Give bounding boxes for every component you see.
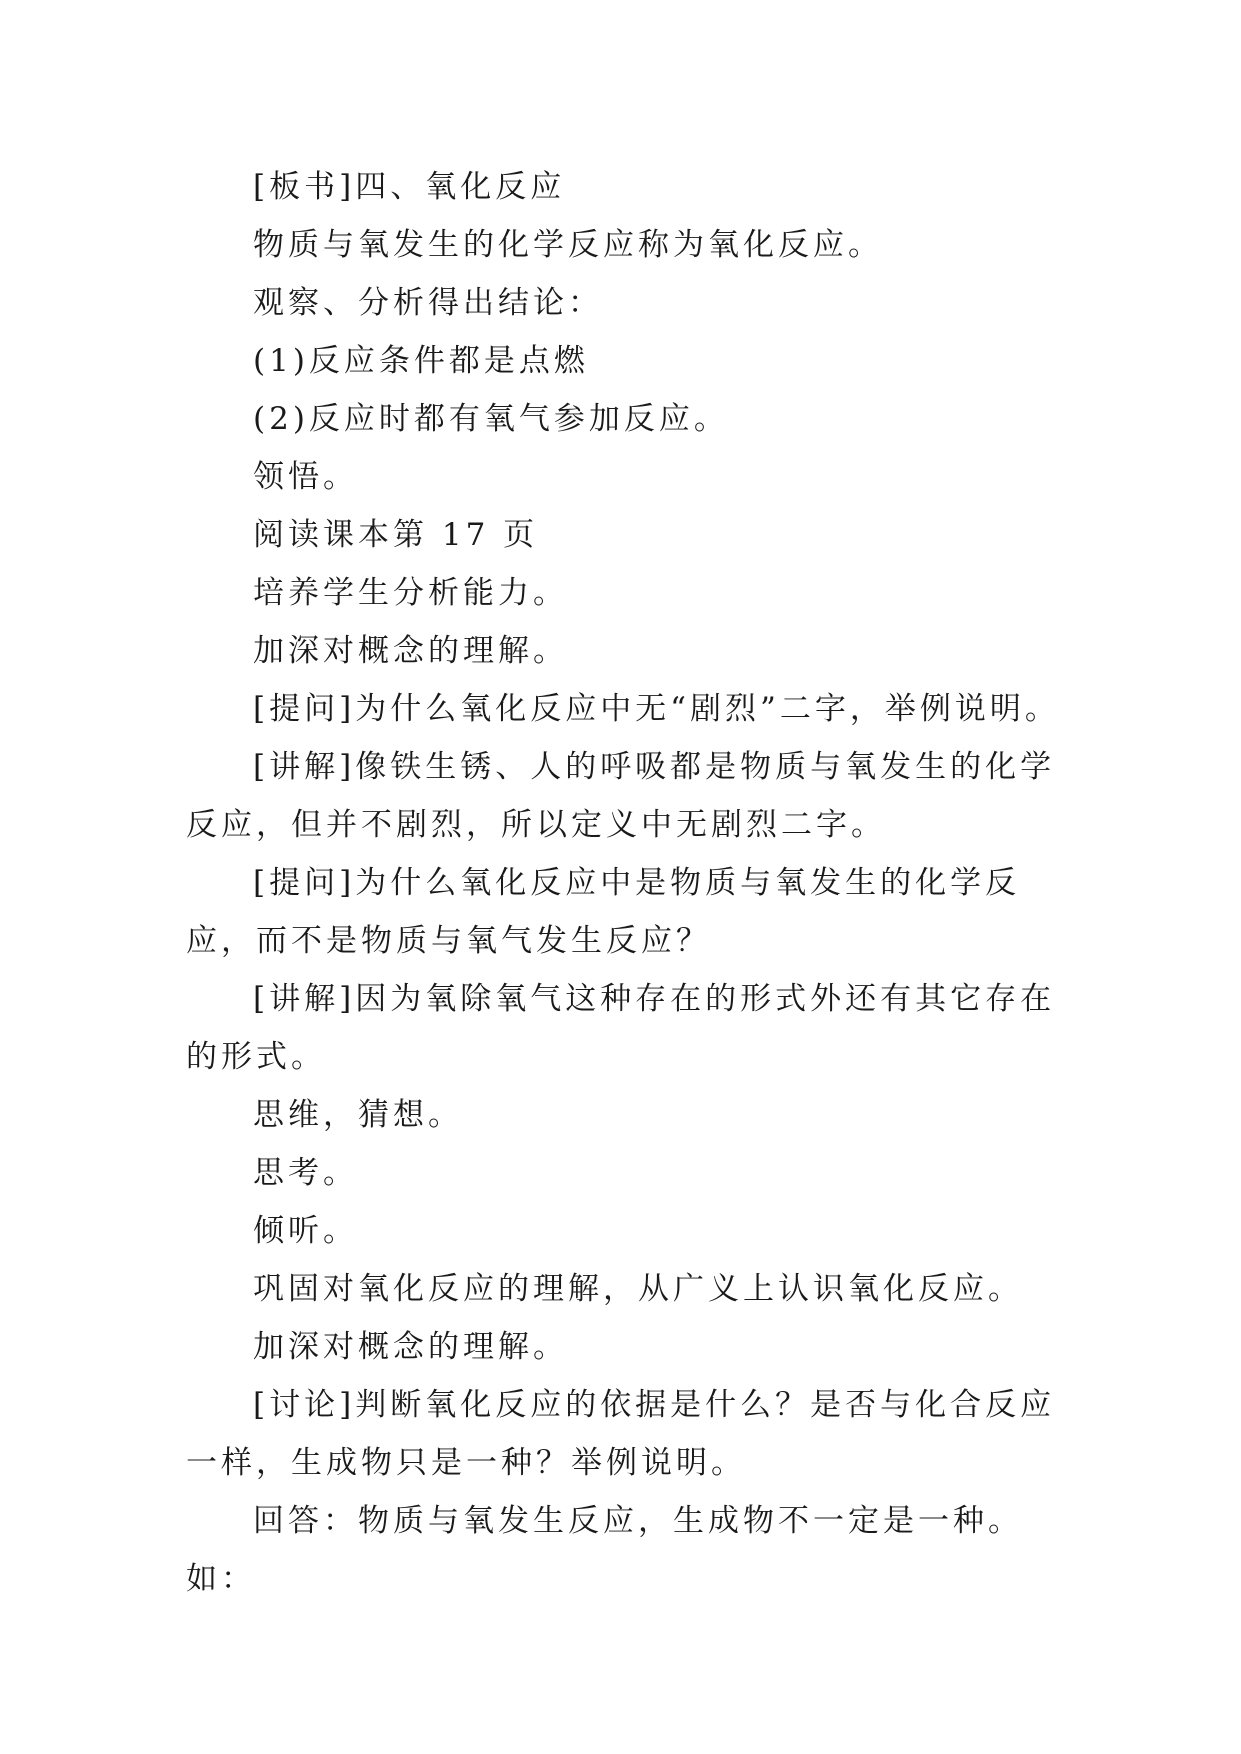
paragraph-explain-1: [讲解]像铁生锈、人的呼吸都是物质与氧发生的化学反应，但并不剧烈，所以定义中无剧烈二字。: [186, 749, 1056, 843]
paragraph-observe: 观察、分析得出结论：: [253, 285, 603, 321]
document-body: [186, 158, 1066, 1608]
paragraph-think-guess: 思维，猜想。: [253, 1097, 463, 1133]
paragraph-consolidate: 巩固对氧化反应的理解，从广义上认识氧化反应。: [253, 1271, 1023, 1307]
paragraph-definition: 物质与氧发生的化学反应称为氧化反应。: [253, 227, 883, 263]
paragraph-read-textbook: 阅读课本第 17 页: [253, 517, 539, 553]
paragraph-cultivate: 培养学生分析能力。: [253, 575, 568, 611]
paragraph-conclusion-1: (1)反应条件都是点燃: [253, 343, 589, 379]
paragraph-deepen-2: 加深对概念的理解。: [253, 1329, 568, 1365]
paragraph-listen: 倾听。: [253, 1213, 358, 1249]
paragraph-deepen-1: 加深对概念的理解。: [253, 633, 568, 669]
paragraph-comprehend: 领悟。: [253, 459, 358, 495]
paragraph-discussion: [讨论]判断氧化反应的依据是什么？是否与化合反应一样，生成物只是一种？举例说明。: [186, 1387, 1056, 1481]
paragraph-answer: 回答：物质与氧发生反应，生成物不一定是一种。如：: [186, 1503, 1023, 1597]
paragraph-question-2: [提问]为什么氧化反应中是物质与氧发生的化学反应，而不是物质与氧气发生反应？: [186, 865, 1021, 959]
paragraph-conclusion-2: (2)反应时都有氧气参加反应。: [253, 401, 729, 437]
paragraph-question-1: [提问]为什么氧化反应中无“剧烈”二字，举例说明。: [253, 691, 1060, 727]
paragraph-board-title: [板书]四、氧化反应: [253, 169, 566, 205]
paragraph-ponder: 思考。: [253, 1155, 358, 1191]
paragraph-explain-2: [讲解]因为氧除氧气这种存在的形式外还有其它存在的形式。: [186, 981, 1056, 1075]
